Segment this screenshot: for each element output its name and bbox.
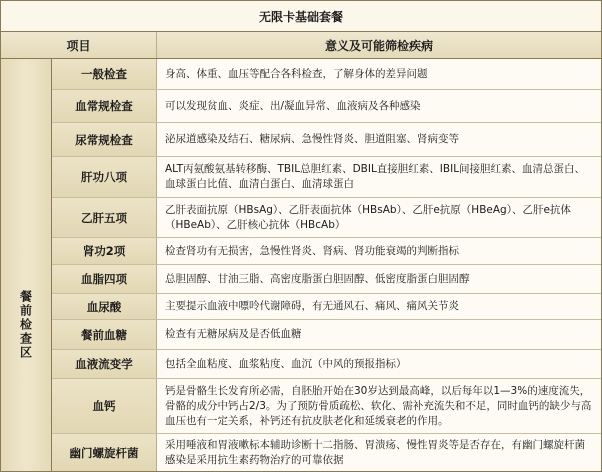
row-item-name: 血液流变学 <box>52 350 157 378</box>
row-description: 身高、体重、血压等配合各科检查，了解身体的差异问题 <box>157 59 601 89</box>
table-row <box>52 434 601 471</box>
row-description: 可以发现贫血、炎症、出/凝血异常、血液病及各种感染 <box>157 90 601 122</box>
row-item-name: 血钙 <box>52 379 157 433</box>
table-row <box>52 90 601 123</box>
table-header <box>1 32 601 59</box>
row-description: 主要提示血液中嘌呤代谢障碍，有无通风石、痛风、痛风关节炎 <box>157 294 601 319</box>
header-item: 项目 <box>1 32 157 58</box>
row-description: 采用唾液和胃液嗽标本辅助诊断十二指肠、胃溃疡、慢性胃炎等是否存在，有幽门螺旋杆菌感染是采用抗生素药物治疗的可靠依据 <box>157 434 601 471</box>
header-meaning: 意义及可能筛检疾病 <box>324 38 433 53</box>
row-item-name: 肾功2项 <box>52 238 157 264</box>
category-label: 餐前检查区 <box>18 290 33 360</box>
row-item-name: 肝功八项 <box>52 157 157 197</box>
row-description: 乙肝表面抗原（HBsAg）、乙肝表面抗体（HBsAb）、乙肝e抗原（HBeAg）、乙肝e抗体（HBeAb）、乙肝核心抗体（HBcAb） <box>157 198 601 237</box>
row-description: 包括全血粘度、血浆粘度、血沉（中风的预报指标） <box>157 350 601 378</box>
row-item-name: 血常规检查 <box>52 90 157 122</box>
table-row <box>52 123 601 157</box>
row-item-name: 血尿酸 <box>52 294 157 319</box>
category-cell <box>1 59 52 471</box>
table-row <box>52 294 601 320</box>
row-item-name: 餐前血糖 <box>52 320 157 349</box>
table-row <box>52 59 601 90</box>
row-description: 钙是骨骼生长发育所必需，自胚胎开始在30岁达到最高峰，以后每年以1—3%的速度流失，骨骼的成分中钙占2/3。为了预防骨质疏松、软化、需补充流失和不足，同时血钙的缺少与高血压也有一定关系，补钙还有抗皮肤老化和延缓衰老的作用。 <box>157 379 601 433</box>
table-row <box>52 198 601 238</box>
row-description: 泌尿道感染及结石、糖尿病、急慢性肾炎、胆道阻塞、肾病变等 <box>157 123 601 156</box>
row-item-name: 乙肝五项 <box>52 198 157 237</box>
row-item-name: 血脂四项 <box>52 265 157 293</box>
table-row <box>52 265 601 294</box>
table-row <box>52 157 601 198</box>
row-description: 检查有无糖尿病及是否低血糖 <box>157 320 601 349</box>
table-row <box>52 379 601 434</box>
row-item-name: 幽门螺旋杆菌 <box>52 434 157 471</box>
row-item-name: 一般检查 <box>52 59 157 89</box>
row-description: ALT丙氨酸氨基转移酶、TBIL总胆红素、DBIL直接胆红素、IBIL间接胆红素、血清总蛋白、血球蛋白比值、血清白蛋白、血清球蛋白 <box>157 157 601 197</box>
table-row <box>52 238 601 265</box>
row-item-name: 尿常规检查 <box>52 123 157 156</box>
table-title: 无限卡基础套餐 <box>1 1 601 32</box>
row-description: 检查肾功有无损害，急慢性肾炎、肾病、肾功能衰竭的判断指标 <box>157 238 601 264</box>
table-row <box>52 350 601 379</box>
row-description: 总胆固醇、甘油三脂、高密度脂蛋白胆固醇、低密度脂蛋白胆固醇 <box>157 265 601 293</box>
table-row <box>52 320 601 350</box>
